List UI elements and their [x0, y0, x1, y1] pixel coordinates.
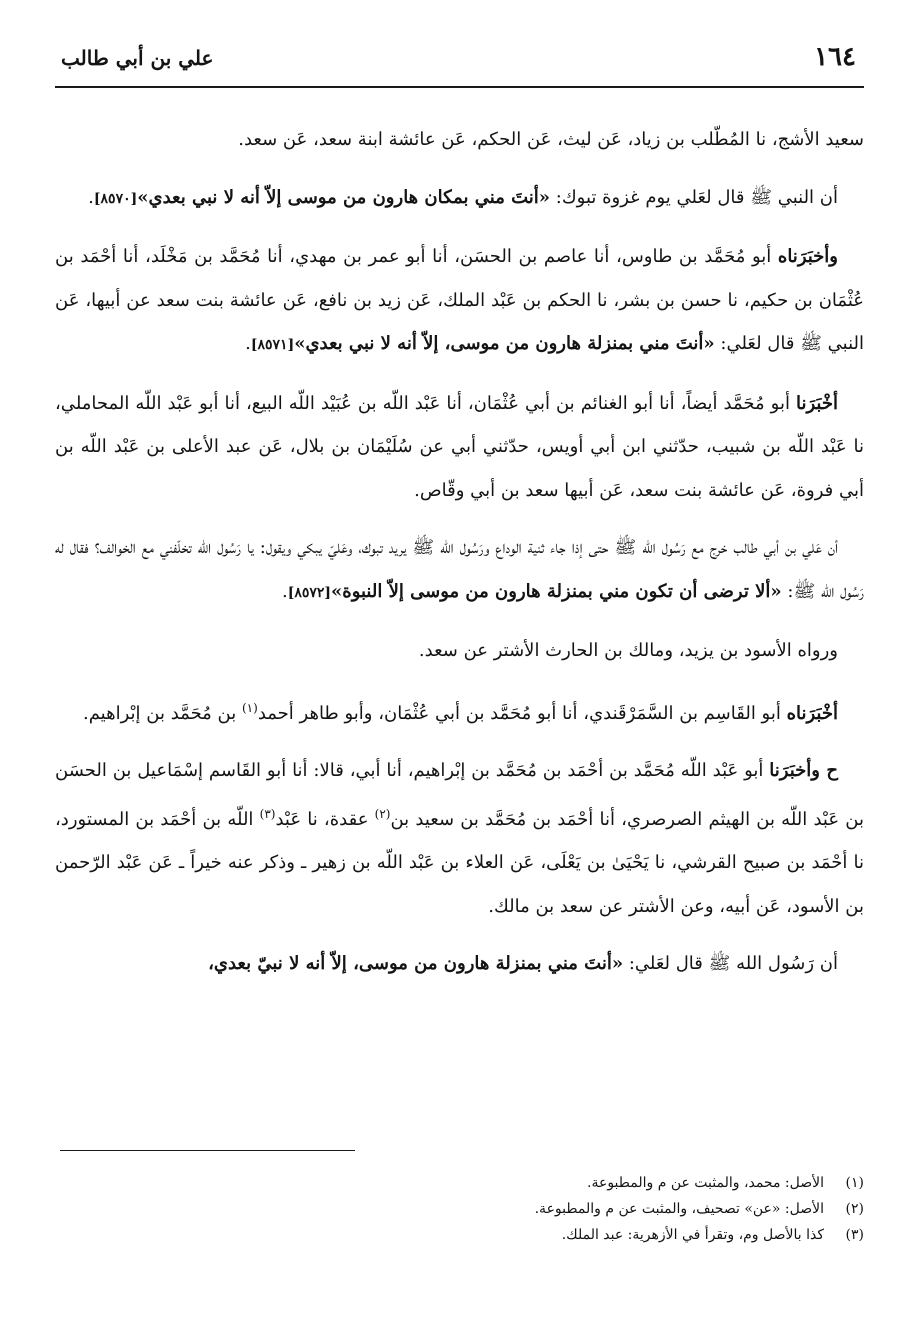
page-header: [55, 38, 864, 88]
paragraph: [55, 382, 864, 513]
bold-text: «أنتَ مني بمكان هارون من موسى إلاّ أنه لا نبي بعدي»: [137, 186, 551, 208]
text-run: ورواه الأسود بن يزيد، ومالك بن الحارث الأشتر عن سعد.: [418, 640, 838, 661]
paragraph: [55, 526, 864, 615]
footnote-marker: (٢): [374, 806, 391, 821]
hadith-reference: [٨٥٧١]: [250, 337, 295, 353]
paragraph: [55, 176, 864, 222]
footnote-item: [55, 1222, 864, 1248]
paragraph: [55, 749, 864, 928]
footnote-text: الأصل: محمد، والمثبت عن م والمطبوعة.: [587, 1175, 824, 1191]
text-run: أبو مُحَمَّد أيضاً، أنا أبو الغنائم بن أبي عُثْمَان، أنا عَبْد اللّه بن عُبَيْد اللّه البيع، أنا أبو عَبْد اللّه المحاملي، نا عَبْد اللّه بن شبيب، حدّثني ابن أبي أويس، حدّثني أبي عن سُلَيْمَان بن بلال، عَن عبد الأعلى بن عَبْد اللّه بن أبي فروة، عَن عائشة بنت سعد، عَن أبيها سعد بن أبي وقّاص.: [55, 392, 864, 501]
footnote-number: (٢): [845, 1201, 864, 1217]
text-run: سعيد الأشج، نا المُطّلب بن زياد، عَن ليث، عَن الحكم، عَن عائشة ابنة سعد، عَن سعد.: [238, 129, 864, 150]
text-run: أن النبي ﷺ قال لعَلي يوم غزوة تبوك:: [550, 186, 838, 208]
text-run: بن مُحَمَّد بن إبْراهيم.: [82, 702, 242, 724]
bold-text: «ألا ترضى أن تكون مني بمنزلة هارون من موسى إلاّ النبوة»: [331, 580, 782, 602]
footnote-item: [55, 1196, 864, 1222]
bold-text: ح وأخبَرَنا: [769, 760, 838, 781]
text-run: أن رَسُول الله ﷺ قال لعَلي:: [623, 953, 838, 974]
bold-text: وأخبَرَناه: [777, 246, 838, 267]
footnote-marker: (٣): [259, 806, 276, 821]
text-run: أبو مُحَمَّد بن طاوس، أنا عاصم بن الحسَن، أنا أبو عمر بن مهدي، أنا مُحَمَّد بن مَخْلَد، أنا أحْمَد بن عُثْمَان بن حكيم، نا حسن بن بشر، نا الحكم بن عَبْد الملك، عَن زيد بن نافع، عَن عائشة بنت سعد عن أبيها، عَن النبي ﷺ قال لعَلي:: [55, 246, 864, 354]
bold-text: «أنتَ مني بمنزلة هارون من موسى، إلاّ أنه لا نبيّ بعدي،: [208, 953, 624, 974]
footnote-divider: [60, 1150, 355, 1151]
footnote-number: (١): [845, 1175, 864, 1191]
text-run: أن عَلي بن أبي طالب خرج مع رَسُول الله ﷺ حتى إذا جاء ثنية الوداع ورَسُول الله ﷺ يريد تبوك، وعَليّ يبكي ويقول: يا رَسُول الله تخلّفني مع الخوالف؟ فقال له رَسُول الله ﷺ:: [55, 537, 864, 602]
text-run: عقدة، نا عَبْد: [275, 808, 375, 830]
footnotes: [55, 1170, 864, 1248]
footnote-item: [55, 1170, 864, 1196]
text-run: اللّه بن أحْمَد بن المستورد، نا أحْمَد بن صبيح القرشي، نا يَحْيَىٰ بن يَعْلَى، عَن العلاء بن عَبْد اللّه بن زهير ـ وذكر عنه خيراً ـ عَن عَبْد الرّحمن بن الأسود، عَن أبيه، وعن الأشتر عن سعد بن مالك.: [55, 808, 864, 917]
text-run: أبو القَاسِم بن السَّمَرْقَندي، أنا أبو مُحَمَّد بن أبي عُثْمَان، وأبو طاهر أحمد: [257, 702, 787, 724]
hadith-reference: [٨٥٧٠]: [93, 190, 138, 207]
paragraph: [55, 629, 864, 673]
text-run: .: [88, 186, 94, 208]
running-title: علي بن أبي طالب: [61, 46, 214, 70]
hadith-reference: [٨٥٧٢]: [287, 584, 332, 601]
footnote-marker: (١): [241, 700, 258, 715]
text-run: أبو عَبْد اللّه مُحَمَّد بن أحْمَد بن مُحَمَّد بن إبْراهيم، أنا أبي، قالا: أنا أبو القَاسم إسْمَاعيل بن الحسَن بن عَبْد اللّه بن الهيثم الصرصري، أنا أحْمَد بن مُحَمَّد بن سعيد بن: [55, 760, 864, 830]
footnote-text: كذا بالأصل وم، وتقرأ في الأزهرية: عبد الملك.: [561, 1227, 824, 1243]
page-number: ١٦٤: [814, 42, 856, 72]
text-run: .: [281, 580, 288, 602]
paragraph: [55, 942, 864, 986]
footnote-text: الأصل: «عن» تصحيف، والمثبت عن م والمطبوعة.: [534, 1201, 824, 1217]
footnote-number: (٣): [845, 1227, 864, 1243]
main-text: [55, 118, 864, 1000]
paragraph: [55, 687, 864, 736]
bold-text: «أنتَ مني بمنزلة هارون من موسى، إلاّ أنه لا نبي بعدي»: [294, 333, 715, 354]
bold-text: أخْبَرَناه: [786, 702, 838, 724]
paragraph: [55, 235, 864, 368]
paragraph: [55, 118, 864, 162]
bold-text: أخْبَرَنا: [796, 392, 838, 414]
text-run: .: [245, 333, 251, 354]
